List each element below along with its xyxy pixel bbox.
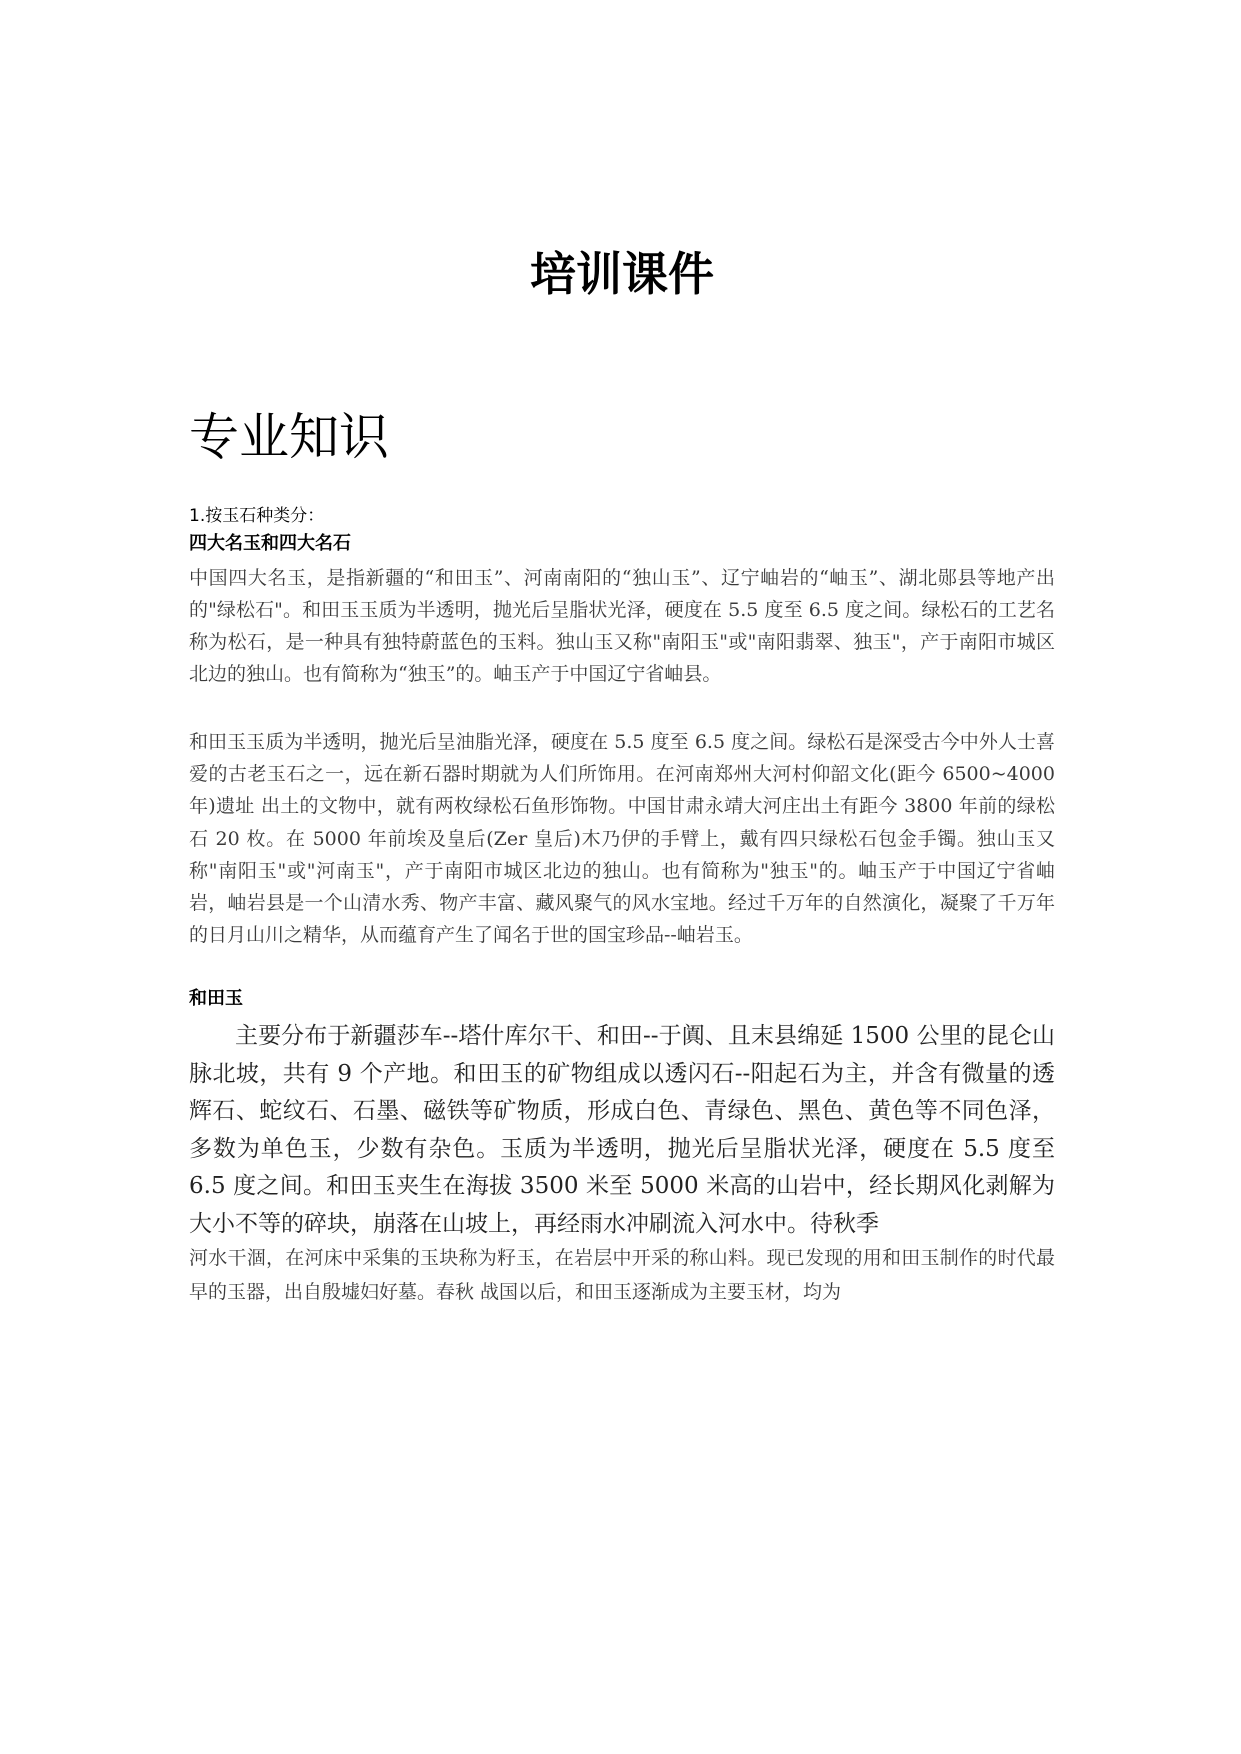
document-title: 培训课件	[530, 247, 714, 301]
subheading-hetian-jade: 和田玉	[189, 988, 243, 1009]
paragraph-jade-details: 和田玉玉质为半透明，抛光后呈油脂光泽，硬度在 5.5 度至 6.5 度之间。绿松石是深受古今中外人士喜爱的古老玉石之一，远在新石器时期就为人们所饰用。在河南郑州大河村仰韶文化(距今 6500~4000 年)遗址 出土的文物中，就有两枚绿松石鱼形饰物。中国甘肃永靖大河庄出土有距今 3800 年前的绿松石 20 枚。在 5000 年前埃及皇后(Zer 皇后)木乃伊的手臂上，戴有四只绿松石包金手镯。独山玉又称"南阳玉"或"河南玉"，产于南阳市城区北边的独山。也有简称为"独玉"的。岫玉产于中国辽宁省岫岩，岫岩县是一个山清水秀、物产丰富、藏风聚气的风水宝地。经过千万年的自然演化，凝聚了千万年的日月山川之精华，从而蕴育产生了闻名于世的国宝珍品--岫岩玉。	[189, 731, 1055, 947]
list-item-label: 1.按玉石种类分：	[189, 506, 325, 526]
subheading-four-famous-jades: 四大名玉和四大名石	[189, 533, 351, 554]
section-heading: 专业知识	[189, 408, 389, 466]
paragraph-hetian-distribution: 主要分布于新疆莎车--塔什库尔干、和田--于阗、且末县绵延 1500 公里的昆仑山脉北坡，共有 9 个产地。和田玉的矿物组成以透闪石--阳起石为主，并含有微量的透辉石、蛇纹石、石墨、磁铁等矿物质，形成白色、青绿色、黑色、黄色等不同色泽，多数为单色玉，少数有杂色。玉质为半透明，抛光后呈脂状光泽，硬度在 5.5 度至 6.5 度之间。和田玉夹生在海拔 3500 米至 5000 米高的山岩中，经长期风化剥解为大小不等的碎块，崩落在山坡上，再经雨水冲刷流入河水中。待秋季	[189, 1023, 1055, 1237]
paragraph-four-famous-jades: 中国四大名玉，是指新疆的“和田玉”、河南南阳的“独山玉”、辽宁岫岩的“岫玉”、湖北郧县等地产出的"绿松石"。和田玉玉质为半透明，抛光后呈脂状光泽，硬度在 5.5 度至 6.5 度之间。绿松石的工艺名称为松石，是一种具有独特蔚蓝色的玉料。独山玉又称"南阳玉"或"南阳翡翠、独玉"，产于南阳市城区北边的独山。也有简称为“独玉”的。岫玉产于中国辽宁省岫县。	[189, 567, 1055, 685]
paragraph-hetian-history: 河水干涸，在河床中采集的玉块称为籽玉，在岩层中开采的称山料。现已发现的用和田玉制作的时代最早的玉器，出自殷墟妇好墓。春秋 战国以后，和田玉逐渐成为主要玉材，均为	[189, 1247, 1055, 1303]
